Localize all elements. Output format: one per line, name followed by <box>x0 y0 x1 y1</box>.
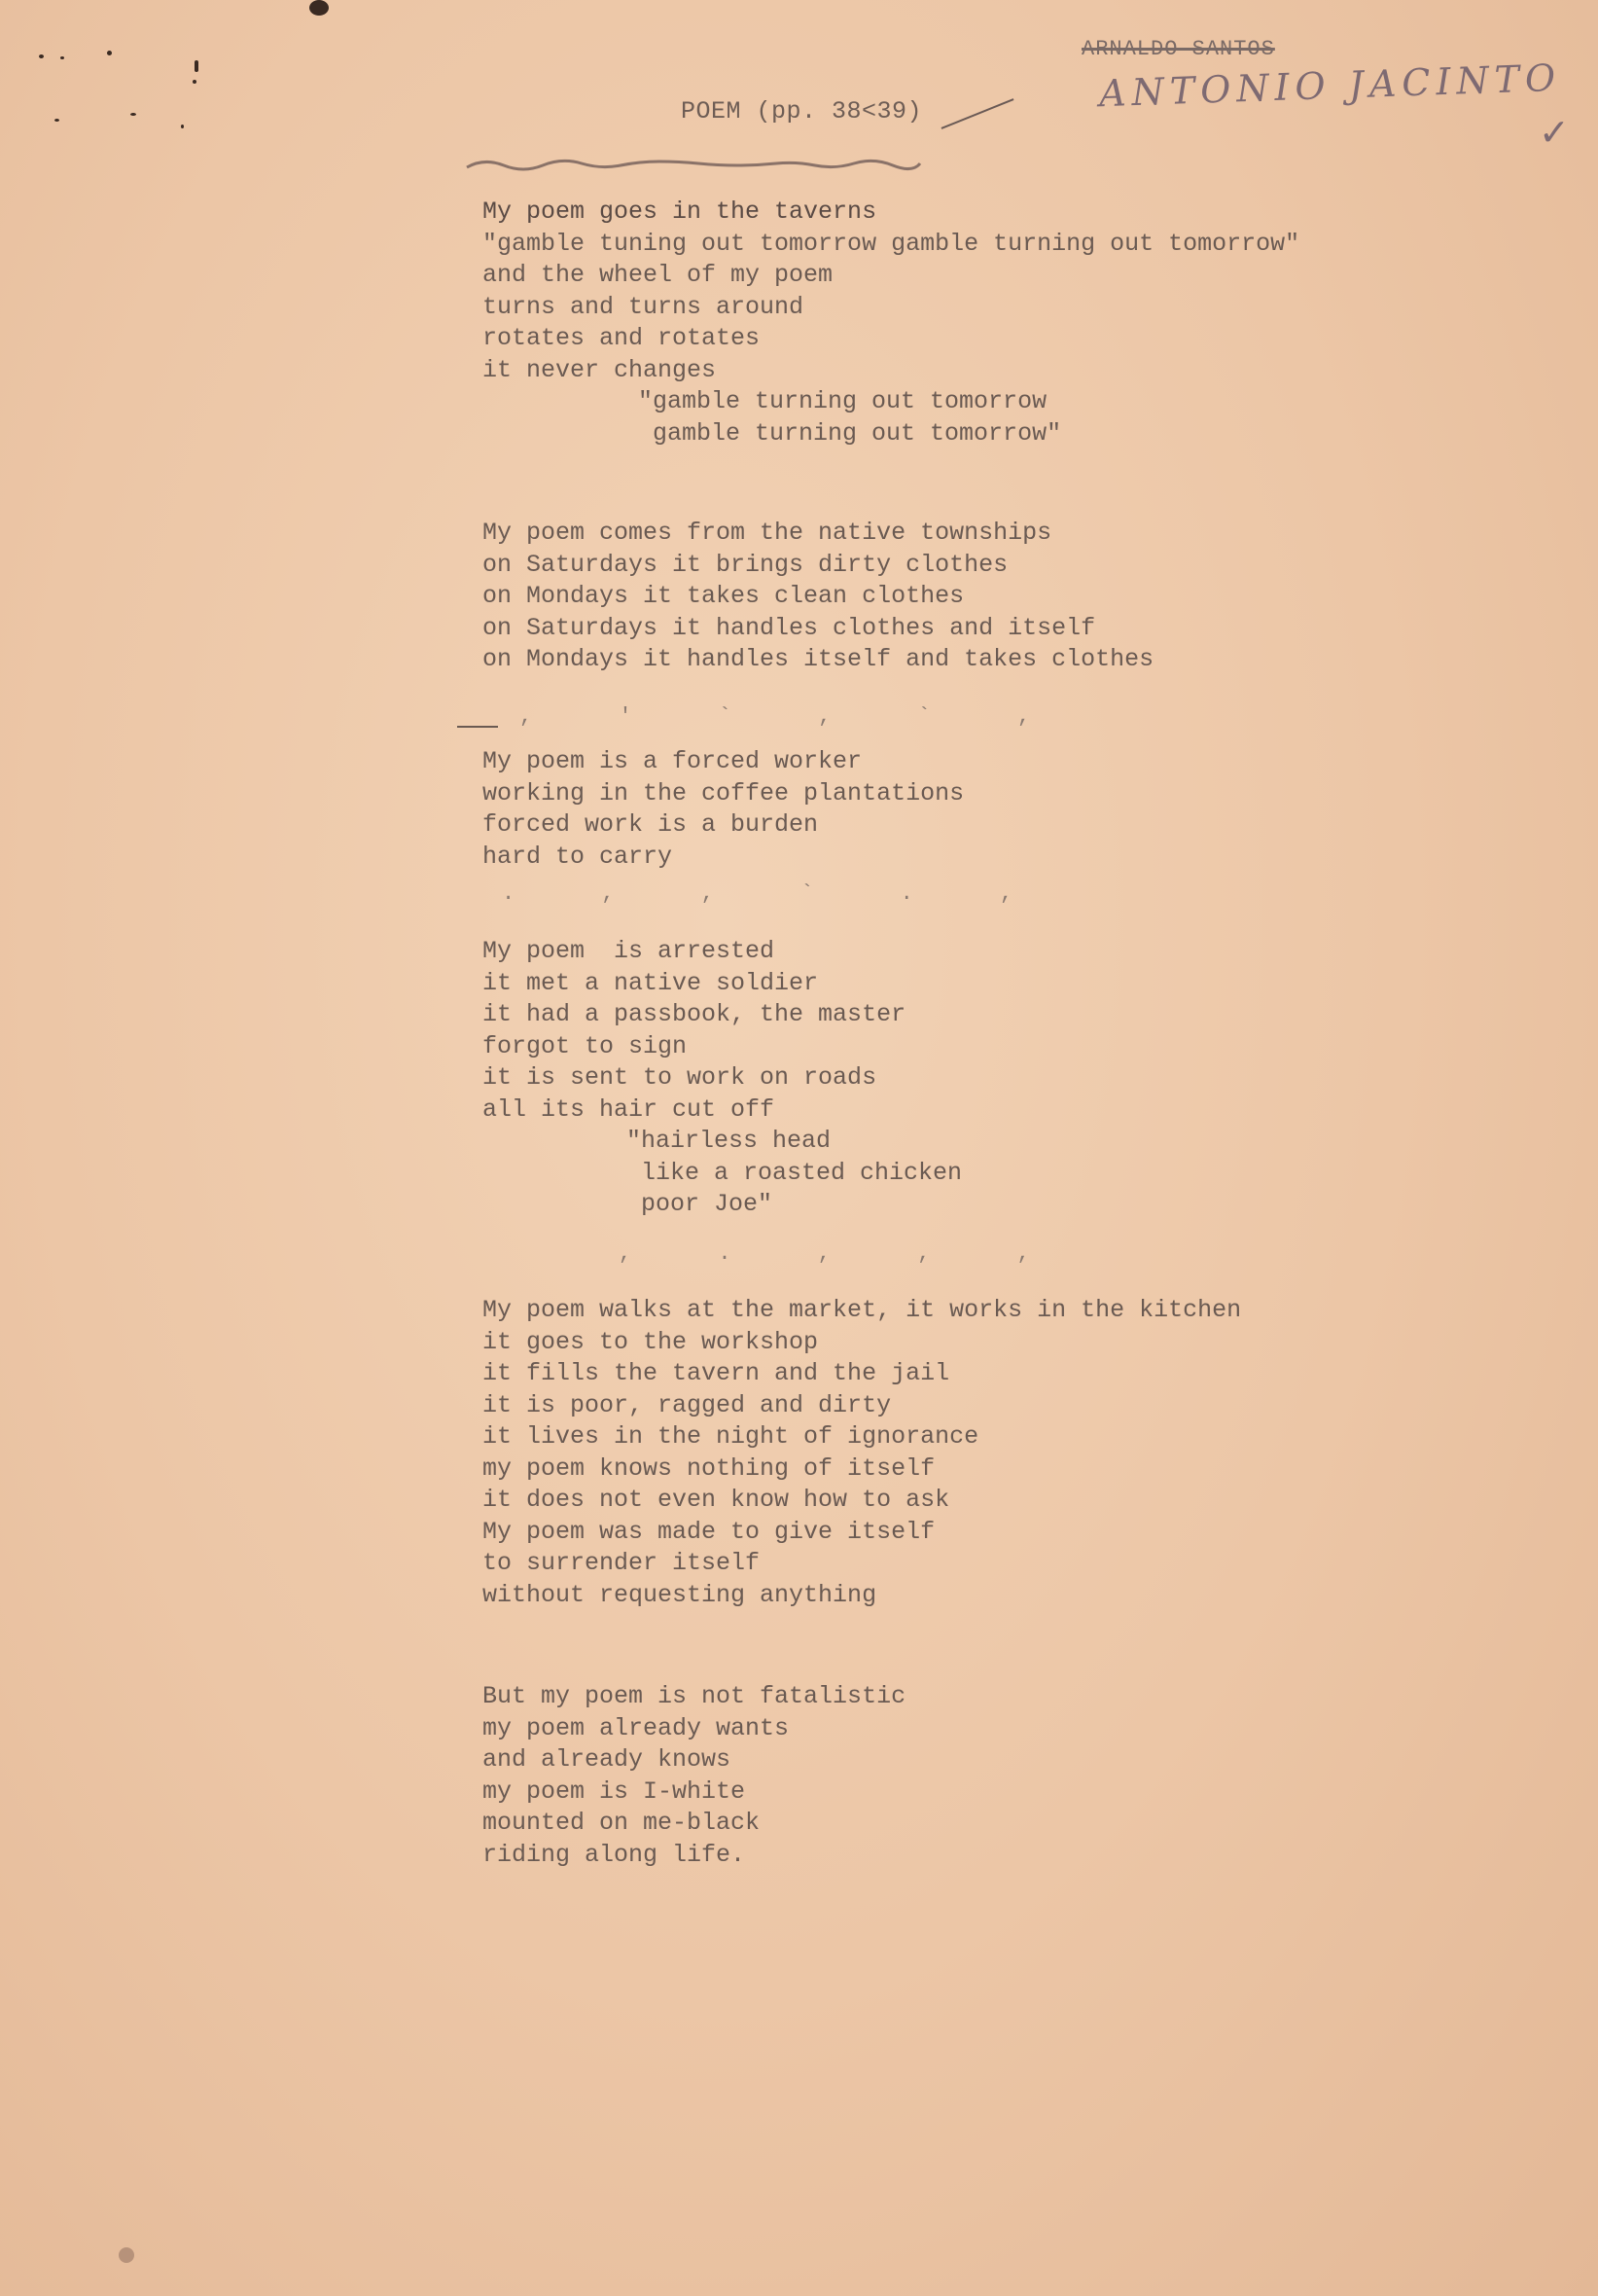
poem-line: it does not even know how to ask <box>482 1486 950 1514</box>
poem-line: forced work is a burden <box>482 810 819 839</box>
poem-line-indented: gamble turning out tomorrow" <box>638 418 1062 448</box>
poem-line: it fills the tavern and the jail <box>482 1359 950 1387</box>
title-underline-wavy <box>465 154 922 177</box>
ink-speck <box>195 60 198 72</box>
poem-line: hard to carry <box>482 842 673 871</box>
ink-speck <box>193 80 196 84</box>
poem-line: "gamble tuning out tomorrow gamble turning out tomorrow" <box>482 229 1300 258</box>
poem-line: But my poem is not fatalistic <box>482 1682 906 1710</box>
title-prefix: POEM (pp. <box>681 97 817 126</box>
poem-line: on Mondays it takes clean clothes <box>482 582 965 610</box>
poem-line: my poem already wants <box>482 1713 790 1742</box>
poem-line: mounted on me-black <box>482 1809 761 1837</box>
separator-marks: . , , ` . , <box>502 881 1050 906</box>
stanza-6 <box>482 1681 906 1871</box>
poem-line: My poem was made to give itself <box>482 1517 936 1546</box>
separator-marks: , ' ` , ` , <box>519 704 1068 729</box>
ink-blot <box>309 0 329 16</box>
poem-line: My poem walks at the market, it works in the kitchen <box>482 1296 1242 1324</box>
poem-line: My poem is a forced worker <box>482 747 863 775</box>
stanza-4 <box>482 936 962 1221</box>
poem-line: my poem knows nothing of itself <box>482 1453 936 1483</box>
poem-line: all its hair cut off <box>482 1094 775 1124</box>
ink-speck <box>181 125 184 128</box>
poem-line: it met a native soldier <box>482 968 819 997</box>
ink-speck <box>60 56 64 59</box>
ink-speck <box>39 54 44 58</box>
poem-line: My poem is arrested <box>482 937 775 965</box>
page-correction-stroke <box>941 98 1014 129</box>
ink-speck <box>54 119 59 122</box>
poem-line: forgot to sign <box>482 1031 688 1060</box>
stanza-3 <box>482 746 964 873</box>
poem-line: my poem is I-white <box>482 1776 746 1806</box>
page-title <box>681 97 922 126</box>
poem-line: on Saturdays it handles clothes and itself <box>482 613 1096 642</box>
stanza-1 <box>482 197 1299 449</box>
poem-line: rotates and rotates <box>482 324 761 352</box>
ink-speck <box>130 113 136 116</box>
handwritten-author-name: ANTONIO JACINTO <box>1098 55 1562 116</box>
poem-line: it goes to the workshop <box>482 1327 819 1356</box>
poem-line: it is sent to work on roads <box>482 1063 877 1092</box>
poem-line: without requesting anything <box>482 1580 877 1609</box>
poem-line: working in the coffee plantations <box>482 778 965 807</box>
poem-line: riding along life. <box>482 1840 746 1869</box>
check-mark-icon: ✓ <box>1539 111 1570 154</box>
poem-line: turns and turns around <box>482 292 804 321</box>
stanza-5 <box>482 1295 1241 1611</box>
poem-line: and the wheel of my poem <box>482 261 834 289</box>
stain-dot <box>119 2247 134 2263</box>
poem-line: on Saturdays it brings dirty clothes <box>482 550 1009 579</box>
poem-line-indented: "gamble turning out tomorrow <box>638 387 1048 415</box>
title-page-range: 38<39) <box>832 97 923 126</box>
separator-dash <box>457 726 498 728</box>
poem-line: it had a passbook, the master <box>482 1000 906 1028</box>
separator-marks: , . , , , <box>619 1241 1067 1266</box>
poem-line: My poem goes in the taverns <box>482 197 877 226</box>
poem-line: to surrender itself <box>482 1549 761 1577</box>
poem-line: it lives in the night of ignorance <box>482 1422 979 1451</box>
poem-line: and already knows <box>482 1745 731 1774</box>
poem-line: My poem comes from the native townships <box>482 519 1052 547</box>
poem-line-indented: like a roasted chicken <box>626 1158 963 1187</box>
poem-line: it never changes <box>482 355 717 384</box>
poem-line: it is poor, ragged and dirty <box>482 1390 892 1419</box>
poem-line: on Mondays it handles itself and takes clothes <box>482 645 1154 673</box>
struck-author-name: ARNALDO SANTOS <box>1082 37 1275 61</box>
ink-speck <box>107 51 112 55</box>
stanza-2 <box>482 518 1154 676</box>
poem-line-indented: poor Joe" <box>626 1190 773 1218</box>
title-pages <box>832 97 922 126</box>
poem-line-indented: "hairless head <box>626 1127 832 1155</box>
